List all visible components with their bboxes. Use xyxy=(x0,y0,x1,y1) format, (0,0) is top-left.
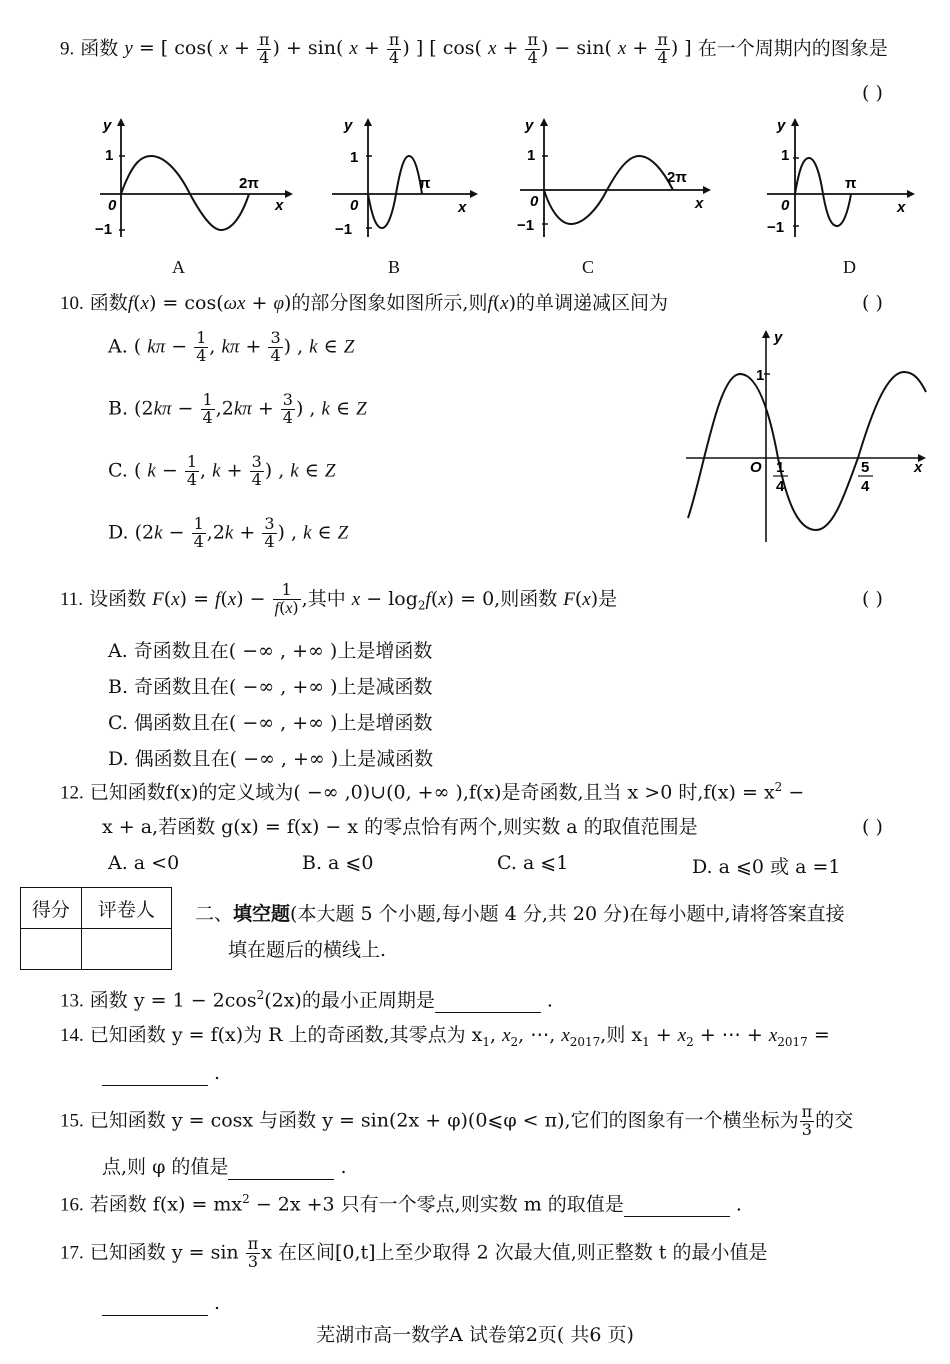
q10-line: 10. 函数f(x) = cos(ωx + φ)的部分图象如图所示,则f(x)的单调递减区间为 xyxy=(60,292,669,314)
svg-text:1: 1 xyxy=(527,147,536,164)
q12-option-c: C. a ⩽1 xyxy=(497,852,569,874)
svg-text:1: 1 xyxy=(756,367,765,384)
q9-tail: 在一个周期内的图象是 xyxy=(697,37,888,60)
svg-text:0: 0 xyxy=(530,193,539,210)
q9-graph-c xyxy=(515,112,715,242)
q11-option-b: B. 奇函数且在( −∞ , +∞ )上是减函数 xyxy=(108,676,433,698)
q10-option-a: A. ( kπ − $\frac{1}{4}$ , kπ + $\frac{3}{4}$ ) , k ∈ Z xyxy=(108,328,355,365)
section2-line1: 二、填空题(本大题 5 个小题,每小题 4 分,共 20 分)在每小题中,请将答案直接 xyxy=(195,903,845,925)
svg-text:x: x xyxy=(458,199,467,216)
q13-answer-blank[interactable] xyxy=(435,989,541,1013)
page-footer: 芜湖市高一数学A 试卷第2页( 共6 页) xyxy=(316,1324,634,1346)
q11-answer-paren: ( ) xyxy=(862,588,883,610)
svg-text:y: y xyxy=(525,117,534,134)
q9-line xyxy=(60,32,888,67)
svg-text:5: 5 xyxy=(861,459,870,476)
q13-line: 13. 函数 $y = 1 - 2\cos^2(2x)$的最小正周期是 . xyxy=(60,988,553,1012)
svg-text:4: 4 xyxy=(776,478,785,495)
svg-text:π: π xyxy=(845,175,857,192)
q17-answer-blank[interactable] xyxy=(102,1292,208,1316)
q15-line1: 15. 已知函数 y = cosx 与函数 y = sin(2x + φ)(0⩽φ < π),它们的图象有一个横坐标为 $\frac{\pi}{3}$ 的交 xyxy=(60,1102,854,1139)
q9-caption-b: B xyxy=(388,257,401,277)
svg-text:x: x xyxy=(914,459,923,476)
q11-option-a: A. 奇函数且在( −∞ , +∞ )上是增函数 xyxy=(108,640,433,662)
q9-caption-a: A xyxy=(172,257,185,277)
q10-option-b: B. (2kπ − $\frac{1}{4}$ ,2kπ + $\frac{3}{4}$ ) , k ∈ Z xyxy=(108,390,367,427)
svg-text:1: 1 xyxy=(776,459,785,476)
tick-two-pi: 2π xyxy=(239,175,259,192)
q17-line2: . xyxy=(102,1292,220,1316)
q11-option-c: C. 偶函数且在( −∞ , +∞ )上是增函数 xyxy=(108,712,433,734)
q9-graph-b xyxy=(330,112,480,242)
svg-text:y: y xyxy=(344,117,353,134)
q14-answer-blank[interactable] xyxy=(102,1062,208,1086)
q11-line: 11. 设函数 F(x) = f(x) − $\frac{1}{f(x)}$ ,其中 $x - \log_2f(x) = 0$,则函数 F(x)是 xyxy=(60,580,618,617)
x-axis-label: x xyxy=(275,197,284,214)
origin-label: 0 xyxy=(108,197,117,214)
q12-answer-paren: ( ) xyxy=(862,816,883,838)
q14-line2: . xyxy=(102,1062,220,1086)
q9-caption-c: C xyxy=(582,257,595,277)
svg-text:−1: −1 xyxy=(517,217,535,234)
q9-answer-paren: ( ) xyxy=(862,82,883,104)
svg-text:y: y xyxy=(777,117,786,134)
q10-graph xyxy=(682,322,932,546)
svg-text:O: O xyxy=(750,459,762,476)
svg-text:0: 0 xyxy=(781,197,790,214)
q9-graph-a xyxy=(95,112,295,242)
svg-text:1: 1 xyxy=(781,147,790,164)
q12-line2: x + a,若函数 g(x) = f(x) − x 的零点恰有两个,则实数 a 的取值范围是 xyxy=(102,816,698,838)
tick-minus-one: −1 xyxy=(95,221,113,238)
score-header: 得分 xyxy=(21,888,82,929)
score-cell xyxy=(21,929,82,970)
svg-text:2π: 2π xyxy=(667,169,687,186)
q12-option-a: A. a <0 xyxy=(108,852,180,874)
q9-formula: y = [ cos( x + $\frac{\pi}{4}$ ) + sin( x + $\frac{\pi}{4}$ ) ] [ cos( x + $\frac{\pi}{4}$ ) − sin( x + $\frac{\pi}{4}$ ) ] xyxy=(124,30,698,67)
q12-line1: 12. 已知函数f(x)的定义域为( −∞ ,0)∪(0, +∞ ),f(x)是奇函数,且当 x >0 时$,f(x) = x^2$ − xyxy=(60,780,805,804)
section2-title: 填空题 xyxy=(233,903,291,925)
svg-text:y: y xyxy=(774,329,783,346)
q15-answer-blank[interactable] xyxy=(228,1156,334,1180)
svg-text:x: x xyxy=(897,199,906,216)
tick-one: 1 xyxy=(105,147,114,164)
q10-answer-paren: ( ) xyxy=(862,292,883,314)
q14-line1: 14. 已知函数 y = f(x)为 R 上的奇函数,其零点为 $x_1$, $x_2$, ⋯, $x_{2017}$,则 $x_1 + x_2$ + ⋯ + $x_{2017}$ = xyxy=(60,1024,830,1049)
svg-text:0: 0 xyxy=(350,197,359,214)
svg-text:x: x xyxy=(695,195,704,212)
q11-option-d: D. 偶函数且在( −∞ , +∞ )上是减函数 xyxy=(108,748,434,770)
q17-line1: 17. 已知函数 y = sin $\frac{\pi}{3}$ x 在区间[0,t]上至少取得 2 次最大值,则正整数 t 的最小值是 xyxy=(60,1234,768,1271)
y-axis-label: y xyxy=(103,117,112,134)
q9-caption-d: D xyxy=(843,257,856,277)
q12-option-b: B. a ⩽0 xyxy=(302,852,374,874)
svg-text:−1: −1 xyxy=(767,219,785,236)
q16-answer-blank[interactable] xyxy=(624,1193,730,1217)
q15-line2: 点,则 φ 的值是 . xyxy=(102,1156,347,1178)
grader-header: 评卷人 xyxy=(81,888,171,929)
svg-text:π: π xyxy=(419,175,431,192)
svg-text:1: 1 xyxy=(350,149,359,166)
q16-line: 16. 若函数 $f(x) = mx^2 - 2x +3$ 只有一个零点,则实数 m 的取值是 . xyxy=(60,1192,742,1216)
q10-option-c: C. ( k − $\frac{1}{4}$ , k + $\frac{3}{4}$ ) , k ∈ Z xyxy=(108,452,336,489)
q9-number: 9. xyxy=(60,38,75,60)
score-table xyxy=(20,887,172,970)
q12-option-d: D. a ⩽0 或 a =1 xyxy=(692,856,841,878)
section2-line2: 填在题后的横线上. xyxy=(228,939,387,961)
q10-option-d: D. (2k − $\frac{1}{4}$ ,2k + $\frac{3}{4}$ ) , k ∈ Z xyxy=(108,514,349,551)
svg-text:4: 4 xyxy=(861,478,870,495)
q9-graph-d xyxy=(765,112,920,242)
grader-cell xyxy=(81,929,171,970)
svg-text:−1: −1 xyxy=(335,221,353,238)
q9-lead: 函数 xyxy=(80,37,119,60)
